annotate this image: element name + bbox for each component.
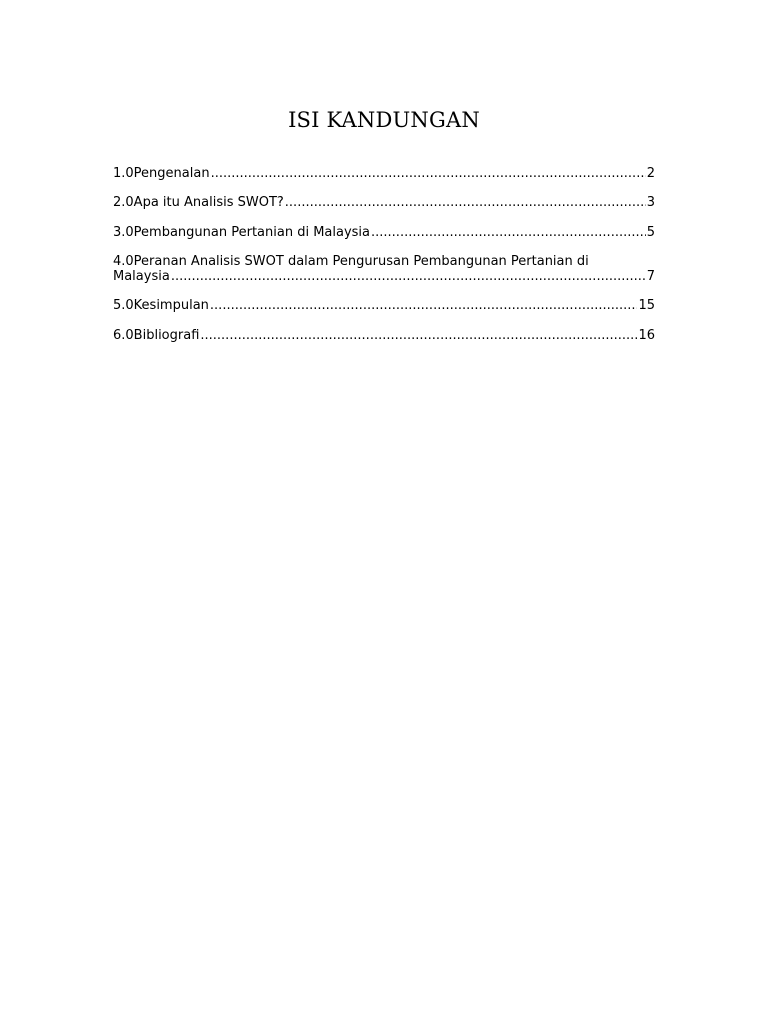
toc-entry-page: 5 <box>646 225 655 240</box>
toc-entry-label: 3.0Pembangunan Pertanian di Malaysia <box>113 225 371 240</box>
toc-entry-page: 16 <box>638 328 655 343</box>
toc-dot-leader <box>371 225 646 240</box>
toc-entry-page: 15 <box>638 298 655 313</box>
toc-entry-bibliografi <box>113 328 655 343</box>
toc-dot-leader <box>285 195 646 210</box>
toc-entry-label-line1: 4.0Peranan Analisis SWOT dalam Pengurusan Pembangunan Pertanian di <box>113 254 589 269</box>
toc-entry-label: 2.0Apa itu Analisis SWOT? <box>113 195 284 210</box>
table-of-contents <box>113 166 655 357</box>
toc-entry-label: 6.0Bibliografi <box>113 328 200 343</box>
toc-entry-label-line2: Malaysia <box>113 269 170 284</box>
toc-entry-line2 <box>113 269 655 284</box>
toc-entry-page: 7 <box>646 269 655 284</box>
toc-entry-page: 2 <box>646 166 655 181</box>
toc-dot-leader <box>210 298 638 313</box>
toc-entry-label: 5.0Kesimpulan <box>113 298 209 313</box>
toc-entry-kesimpulan <box>113 298 655 313</box>
toc-dot-leader <box>211 166 646 181</box>
toc-entry-label: 1.0Pengenalan <box>113 166 210 181</box>
toc-dot-leader <box>171 269 646 284</box>
toc-dot-leader <box>200 328 637 343</box>
toc-entry-peranan-analisis-swot <box>113 254 655 284</box>
toc-entry-pengenalan <box>113 166 655 181</box>
toc-entry-page: 3 <box>646 195 655 210</box>
toc-entry-pembangunan-pertanian <box>113 225 655 240</box>
page-title: ISI KANDUNGAN <box>288 108 480 132</box>
toc-entry-apa-itu-analisis-swot <box>113 195 655 210</box>
